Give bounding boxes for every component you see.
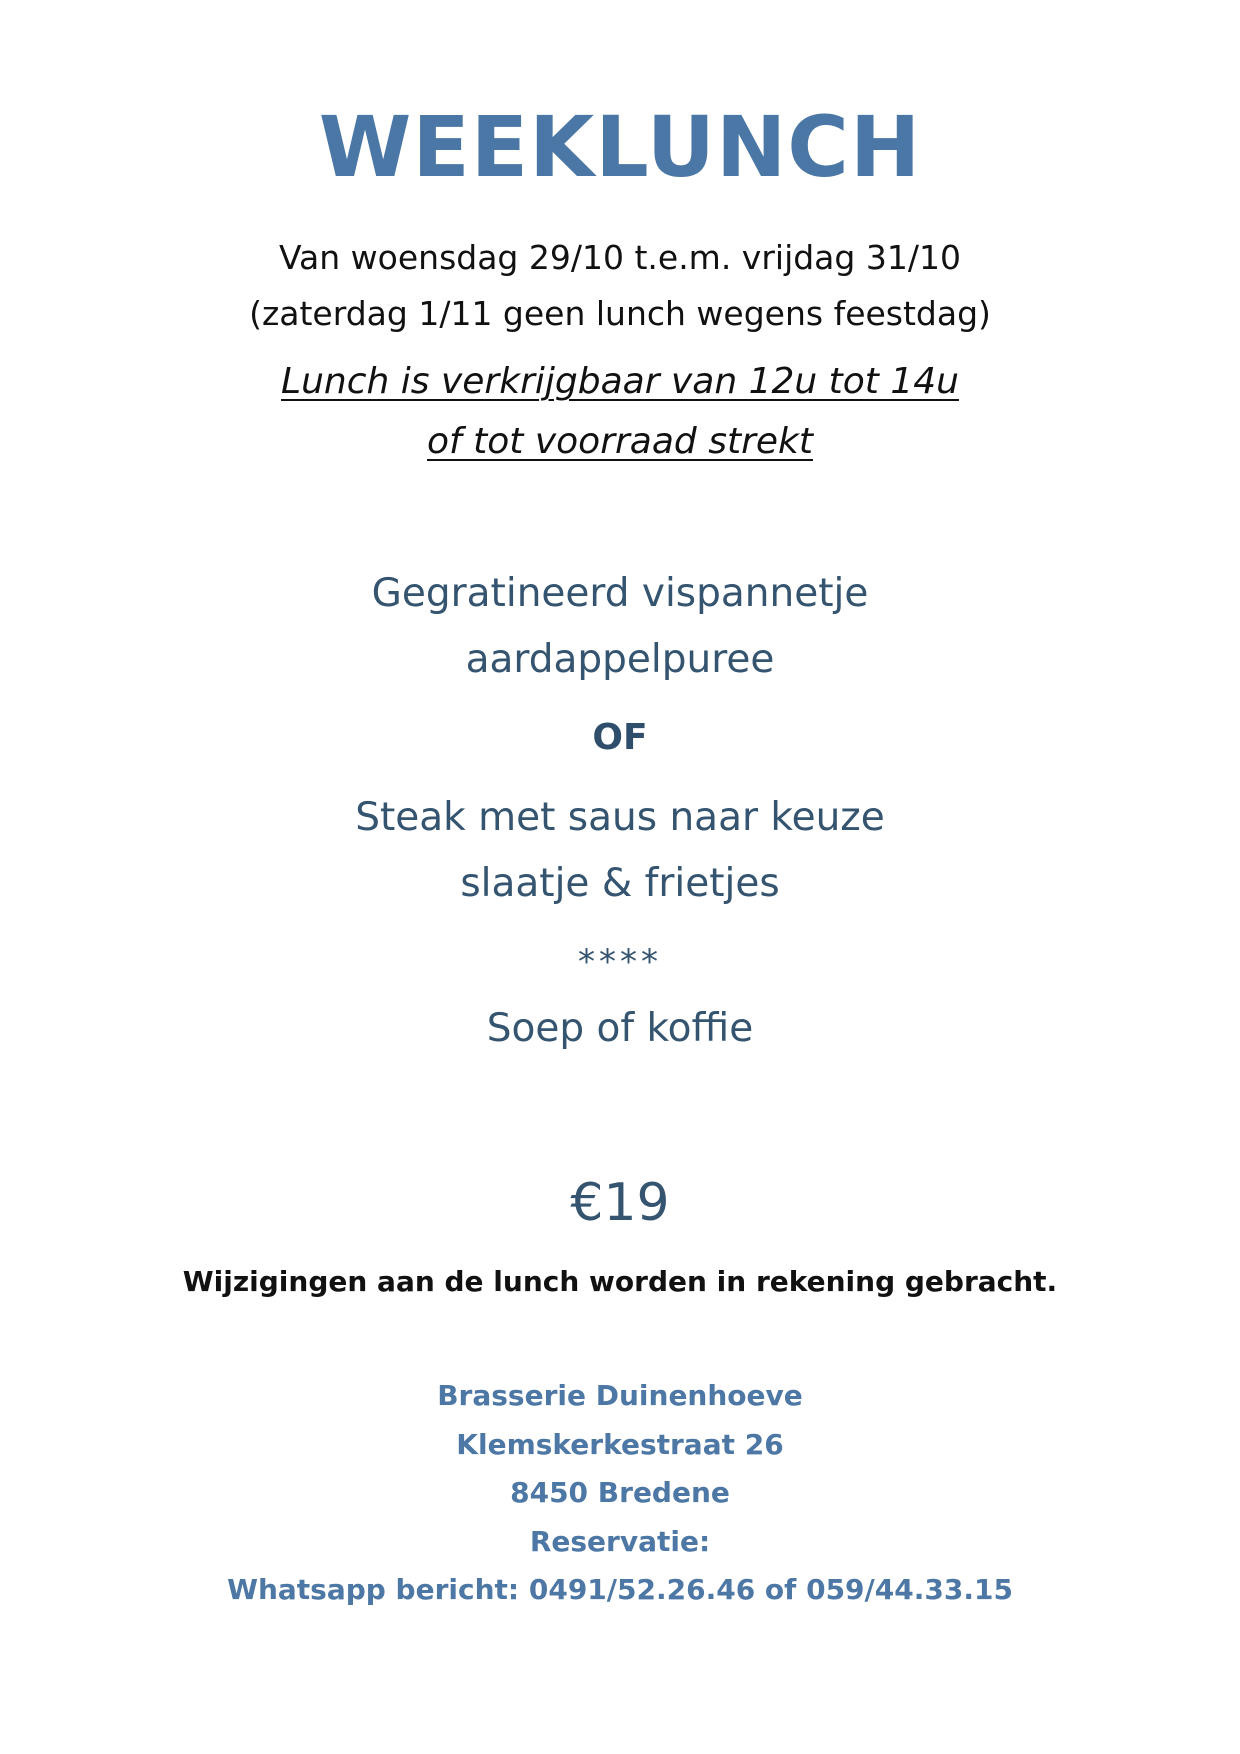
date-range — [0, 230, 1240, 342]
brasserie-name: Brasserie Duinenhoeve — [437, 1379, 803, 1412]
address-street: Klemskerkestraat 26 — [456, 1427, 784, 1461]
menu-option-1-main: Gegratineerd vispannetje — [371, 571, 869, 616]
contact-block — [0, 1372, 1240, 1615]
address-city: 8450 Bredene — [510, 1476, 730, 1509]
price: €19 — [570, 1173, 670, 1233]
menu-extra: Soep of koffie — [486, 1006, 754, 1051]
date-range-line: Van woensdag 29/10 t.e.m. vrijdag 31/10 — [279, 238, 961, 277]
menu-or-separator: OF — [592, 717, 648, 758]
reservation-label: Reservatie: — [529, 1524, 711, 1558]
whatsapp-contact: Whatsapp bericht: 0491/52.26.46 of 059/44.33.15 — [227, 1573, 1013, 1606]
holiday-note: (zaterdag 1/11 geen lunch wegens feestdag) — [249, 294, 991, 333]
menu-option-1-side: aardappelpuree — [465, 637, 775, 682]
availability-hours: Lunch is verkrijgbaar van 12u tot 14u — [281, 361, 959, 402]
modification-notice: Wijzigingen aan de lunch worden in rekening gebracht. — [182, 1265, 1058, 1298]
availability-stock: of tot voorraad strekt — [427, 421, 813, 462]
menu-option-2-main: Steak met saus naar keuze — [355, 795, 885, 840]
menu-option-2-side: slaatje & frietjes — [460, 861, 780, 906]
availability-note — [0, 352, 1240, 472]
page-title: WEEKLUNCH — [318, 98, 922, 196]
menu-stars-divider: **** — [578, 942, 662, 982]
